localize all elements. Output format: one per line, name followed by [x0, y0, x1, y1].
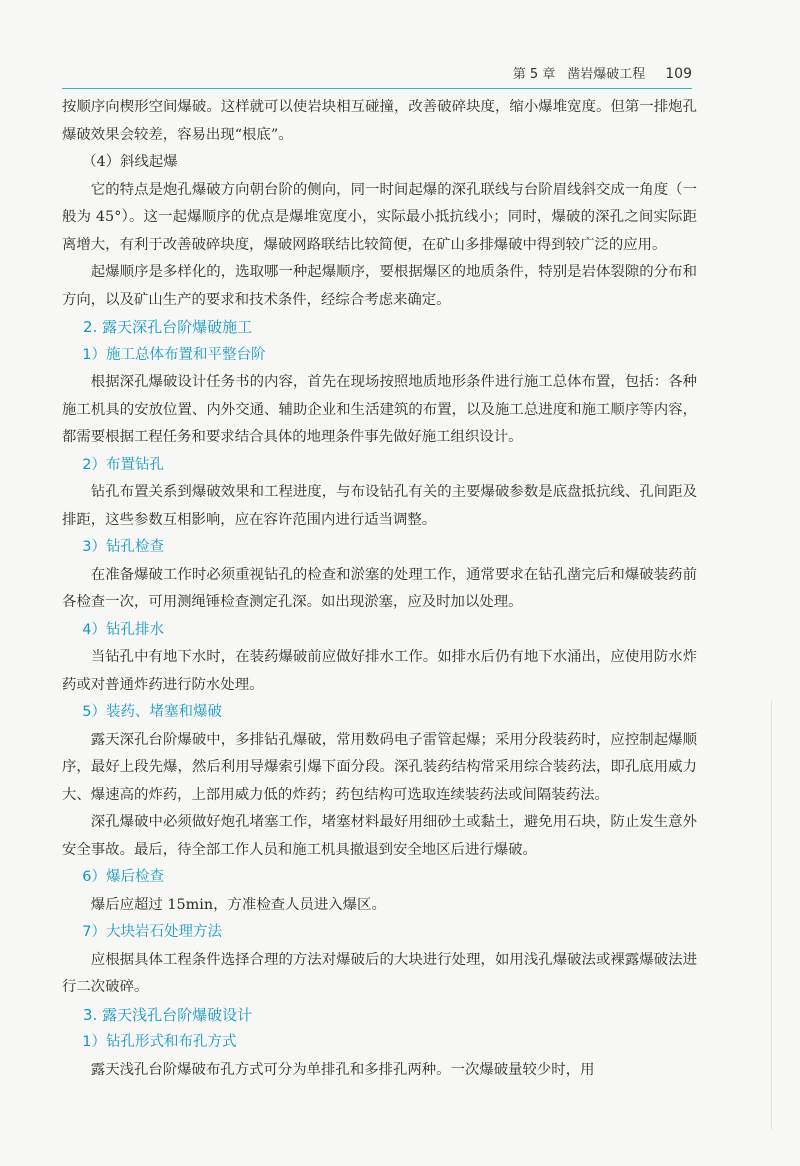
subsection-heading: 7）大块岩石处理方法	[82, 924, 223, 940]
paragraph: 按顺序向楔形空间爆破。这样就可以使岩块相互碰撞，改善破碎块度，缩小爆堆宽度。但第一排炮孔爆破效果会较差，容易出现“根底”。	[62, 99, 697, 143]
paragraph: 钻孔布置关系到爆破效果和工程进度，与布设钻孔有关的主要爆破参数是底盘抵抗线、孔间距及排距，这些参数互相影响，应在容许范围内进行适当调整。	[62, 484, 697, 528]
paragraph: 根据深孔爆破设计任务书的内容，首先在现场按照地质地形条件进行施工总体布置，包括：各种施工机具的安放位置、内外交通、辅助企业和生活建筑的布置，以及施工总进度和施工顺序等内容，都需要根据工程任务和要求结合具体的地理条件事先做好施工组织设计。	[62, 374, 697, 445]
paragraph: 起爆顺序是多样化的，选取哪一种起爆顺序，要根据爆区的地质条件，特别是岩体裂隙的分布和方向，以及矿山生产的要求和技术条件，经综合考虑来确定。	[62, 264, 697, 308]
running-header	[62, 60, 692, 89]
subsection-heading: 1）施工总体布置和平整台阶	[82, 346, 266, 363]
paragraph: 在准备爆破工作时必须重视钻孔的检查和淤塞的处理工作，通常要求在钻孔凿完后和爆破装药前各检查一次，可用测绳锤检查测定孔深。如出现淤塞，应及时加以处理。	[62, 566, 697, 610]
section-heading: 3. 露天浅孔台阶爆破设计	[83, 1005, 253, 1024]
subsection-heading: 4）钻孔排水	[82, 621, 165, 638]
subsection-heading: 1）钻孔形式和布孔方式	[82, 1034, 237, 1050]
page-number: 109	[665, 66, 692, 82]
paragraph: 应根据具体工程条件选择合理的方法对爆破后的大块进行处理，如用浅孔爆破法或裸露爆破法进行二次破碎。	[62, 951, 697, 995]
paragraph: 露天深孔台阶爆破中，多排钻孔爆破，常用数码电子雷管起爆；采用分段装药时，应控制起爆顺序，最好上段先爆，然后利用导爆索引爆下面分段。深孔装药结构常采用综合装药法，即孔底用威力大、爆速高的炸药，上部用威力低的炸药；药包结构可选取连续装药法或间隔装药法。	[62, 731, 697, 803]
page-fold-shadow	[771, 700, 772, 1130]
paragraph: 它的特点是炮孔爆破方向朝台阶的侧向，同一时间起爆的深孔联线与台阶眉线斜交成一角度（一般为 45°）。这一起爆顺序的优点是爆堆宽度小，实际最小抵抗线小；同时，爆破的深孔之间实际距离增大，有利于改善破碎块度，爆破网路联结比较简便，在矿山多排爆破中得到较广泛的应用。	[62, 181, 697, 253]
section-heading: 2. 露天深孔台阶爆破施工	[83, 318, 253, 336]
subsection-heading: 5）装药、堵塞和爆破	[82, 704, 223, 720]
paragraph: 露天浅孔台阶爆破布孔方式可分为单排孔和多排孔两种。一次爆破量较少时，用	[90, 1061, 595, 1078]
running-head	[513, 63, 692, 82]
paragraph: 当钻孔中有地下水时，在装药爆破前应做好排水工作。如排水后仍有地下水涌出，应使用防水炸药或对普通炸药进行防水处理。	[62, 649, 697, 693]
subsection-heading: 2）布置钻孔	[82, 456, 165, 473]
chapter-title: 凿岩爆破工程	[567, 67, 646, 82]
page-body	[62, 94, 697, 1084]
paragraph: 爆后应超过 15min，方准检查人员进入爆区。	[90, 896, 386, 913]
subsection-heading: 3）钻孔检查	[82, 539, 165, 555]
subsection-heading: （4）斜线起爆	[82, 154, 178, 170]
paragraph: 深孔爆破中必须做好炮孔堵塞工作，堵塞材料最好用细砂土或黏土，避免用石块，防止发生意外安全事故。最后，待全部工作人员和施工机具撤退到安全地区后进行爆破。	[62, 814, 697, 858]
chapter-number: 第 5 章	[512, 67, 556, 82]
subsection-heading: 6）爆后检查	[82, 869, 165, 885]
